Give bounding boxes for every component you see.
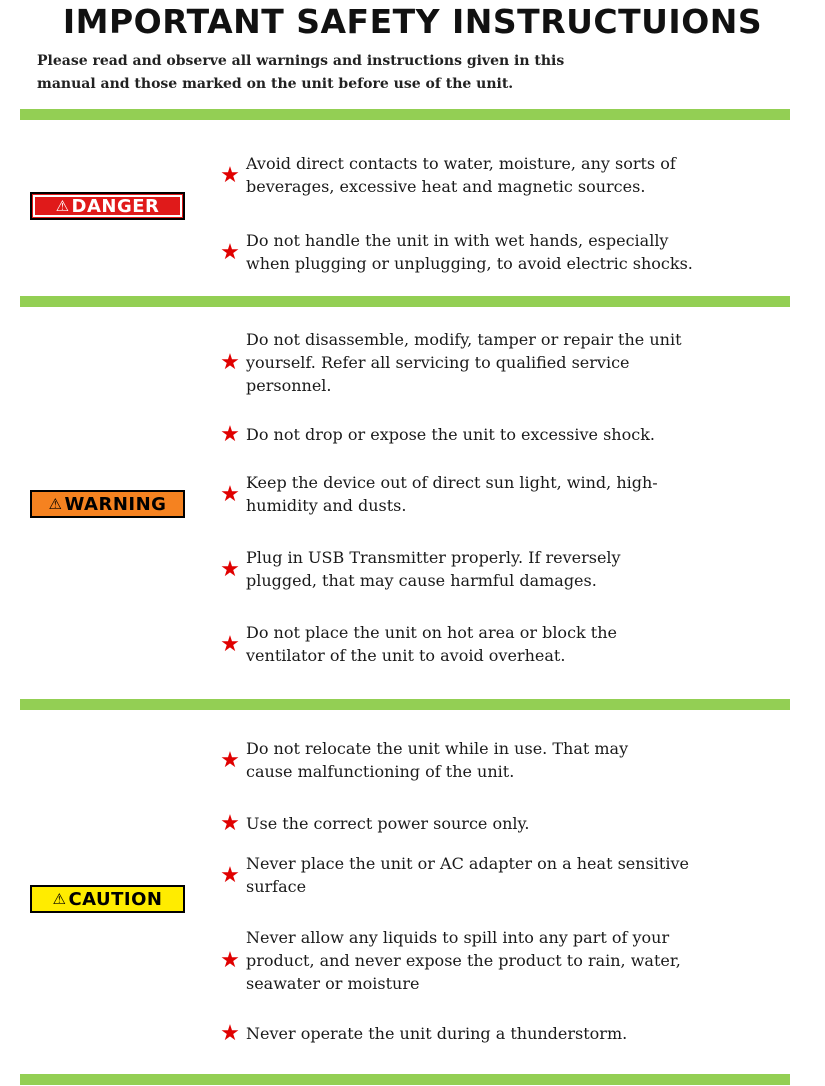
list-item	[214, 152, 676, 198]
list-item	[214, 737, 628, 783]
list-item	[214, 621, 617, 667]
item-text: Do not disassemble, modify, tamper or repair the unit yourself. Refer all servicing to qualified service personnel.	[246, 330, 682, 395]
warning-triangle-icon: ⚠	[55, 197, 70, 215]
item-text: Never place the unit or AC adapter on a heat sensitive surface	[246, 854, 689, 896]
caution-badge-label: CAUTION	[68, 888, 163, 910]
list-item	[214, 546, 621, 592]
danger-badge	[30, 192, 185, 220]
list-item	[214, 852, 689, 898]
star-icon: ★	[220, 422, 240, 447]
warning-badge-label: WARNING	[64, 493, 167, 515]
star-icon: ★	[220, 556, 240, 582]
item-text: Do not place the unit on hot area or block the ventilator of the unit to avoid overheat.	[246, 623, 618, 665]
divider	[20, 109, 790, 120]
caution-badge	[30, 885, 185, 913]
star-icon: ★	[220, 239, 240, 265]
star-icon: ★	[220, 948, 240, 973]
star-icon: ★	[220, 350, 240, 375]
item-text: Use the correct power source only.	[246, 814, 530, 833]
intro-text: Please read and observe all warnings and instructions given in this manual and those marked on the unit before use of the unit.	[37, 53, 565, 92]
item-text: Do not drop or expose the unit to excessive shock.	[246, 425, 655, 444]
list-item	[214, 1022, 627, 1045]
item-text: Plug in USB Transmitter properly. If reversely plugged, that may cause harmful damages.	[246, 548, 621, 590]
list-item	[214, 926, 681, 995]
star-icon: ★	[220, 481, 240, 507]
item-text: Never allow any liquids to spill into any part of your product, and never expose the product to rain, water, seawater or moisture	[246, 928, 681, 993]
star-icon: ★	[220, 747, 240, 773]
item-text: Keep the device out of direct sun light, wind, high- humidity and dusts.	[246, 473, 658, 515]
divider	[20, 296, 790, 307]
page-title: IMPORTANT SAFETY INSTRUCTUIONS	[62, 2, 763, 41]
divider	[20, 699, 790, 710]
star-icon: ★	[220, 811, 240, 836]
item-text: Never operate the unit during a thunderstorm.	[246, 1024, 628, 1043]
item-text: Do not relocate the unit while in use. That may cause malfunctioning of the unit.	[246, 739, 629, 781]
warning-badge	[30, 490, 185, 518]
list-item	[214, 812, 530, 835]
star-icon: ★	[220, 1021, 240, 1046]
list-item	[214, 423, 655, 446]
star-icon: ★	[220, 162, 240, 188]
item-text: Avoid direct contacts to water, moisture, any sorts of beverages, excessive heat and magnetic sources.	[246, 154, 676, 196]
item-text: Do not handle the unit in with wet hands, especially when plugging or unplugging, to avoid electric shocks.	[246, 231, 693, 273]
star-icon: ★	[220, 631, 240, 657]
warning-triangle-icon: ⚠	[52, 890, 67, 908]
list-item	[214, 229, 693, 275]
warning-triangle-icon: ⚠	[48, 495, 63, 513]
list-item	[214, 328, 682, 397]
danger-badge-label: DANGER	[71, 195, 160, 217]
list-item	[214, 471, 658, 517]
star-icon: ★	[220, 862, 240, 888]
divider	[20, 1074, 790, 1085]
